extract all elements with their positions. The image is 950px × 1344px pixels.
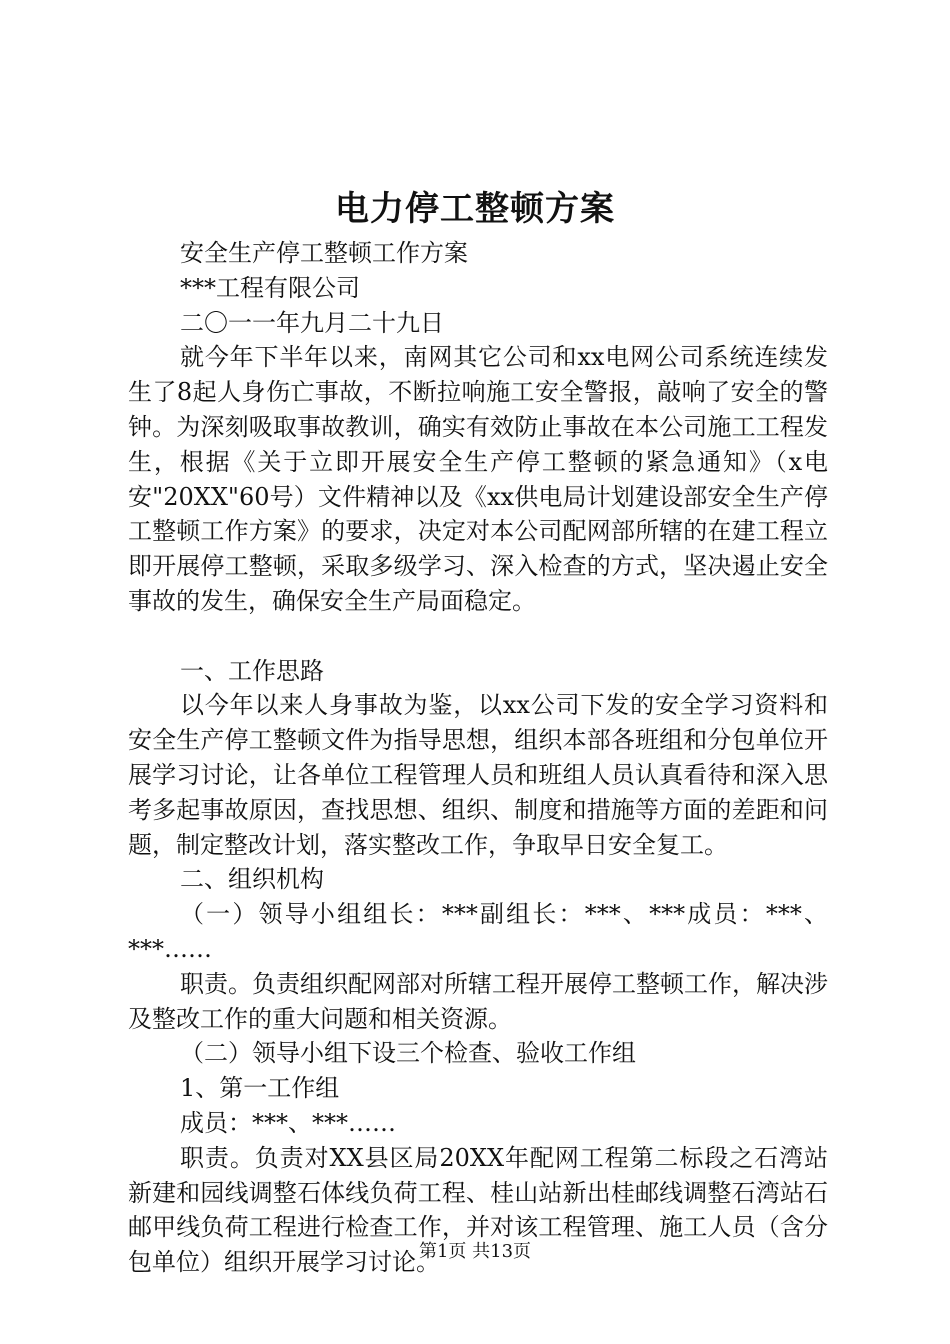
page-footer: 第1页 共13页 [418,1241,532,1262]
document-body [128,236,828,1280]
leader-duty-paragraph: 职责。负责组织配网部对所辖工程开展停工整顿工作，解决涉及整改工作的重大问题和相关资源。 [128,969,828,1033]
group1-members: 成员：***、***…… [180,1108,396,1137]
document-title: 电力停工整顿方案 [335,189,615,229]
group1-duty-paragraph: 职责。负责对XX县区局20XX年配网工程第二标段之石湾站新建和园线调整石体线负荷工程、桂山站新出桂邮线调整石湾站石邮甲线负荷工程进行检查工作，并对该工程管理、施工人员（含分包单位）组织开展学习讨论。 [128,1143,828,1277]
section-heading-work-approach: 一、工作思路 [180,656,324,685]
leader-group-paragraph: （一）领导小组组长：***副组长：***、***成员：***、***…… [128,900,828,963]
subtitle: 安全生产停工整顿工作方案 [180,239,468,267]
section-heading-organization: 二、组织机构 [180,865,324,894]
intro-paragraph: 就今年下半年以来，南网其它公司和xx电网公司系统连续发生了8起人身伤亡事故，不断拉响施工安全警报，敲响了安全的警钟。为深刻吸取事故教训，确实有效防止事故在本公司施工工程发生，根据《关于立即开展安全生产停工整顿的紧急通知》（x电安"20XX"60号）文件精神以及《xx供电局计划建设部安全生产停工整顿工作方案》的要求，决定对本公司配网部所辖的在建工程立即开展停工整顿，采取多级学习、深入检查的方式，坚决遏止安全事故的发生，确保安全生产局面稳定。 [128,343,828,615]
subgroups-paragraph: （二）领导小组下设三个检查、验收工作组 [180,1039,636,1068]
group1-heading: 1、第一工作组 [180,1074,340,1103]
company-name: ***工程有限公司 [180,273,360,302]
work-approach-paragraph: 以今年以来人身事故为鉴，以xx公司下发的安全学习资料和安全生产停工整顿文件为指导思想，组织本部各班组和分包单位开展学习讨论，让各单位工程管理人员和班组人员认真看待和深入思考多起事故原因，查找思想、组织、制度和措施等方面的差距和问题，制定整改计划，落实整改工作，争取早日安全复工。 [128,691,828,859]
document-date: 二〇一一年九月二十九日 [180,308,444,337]
